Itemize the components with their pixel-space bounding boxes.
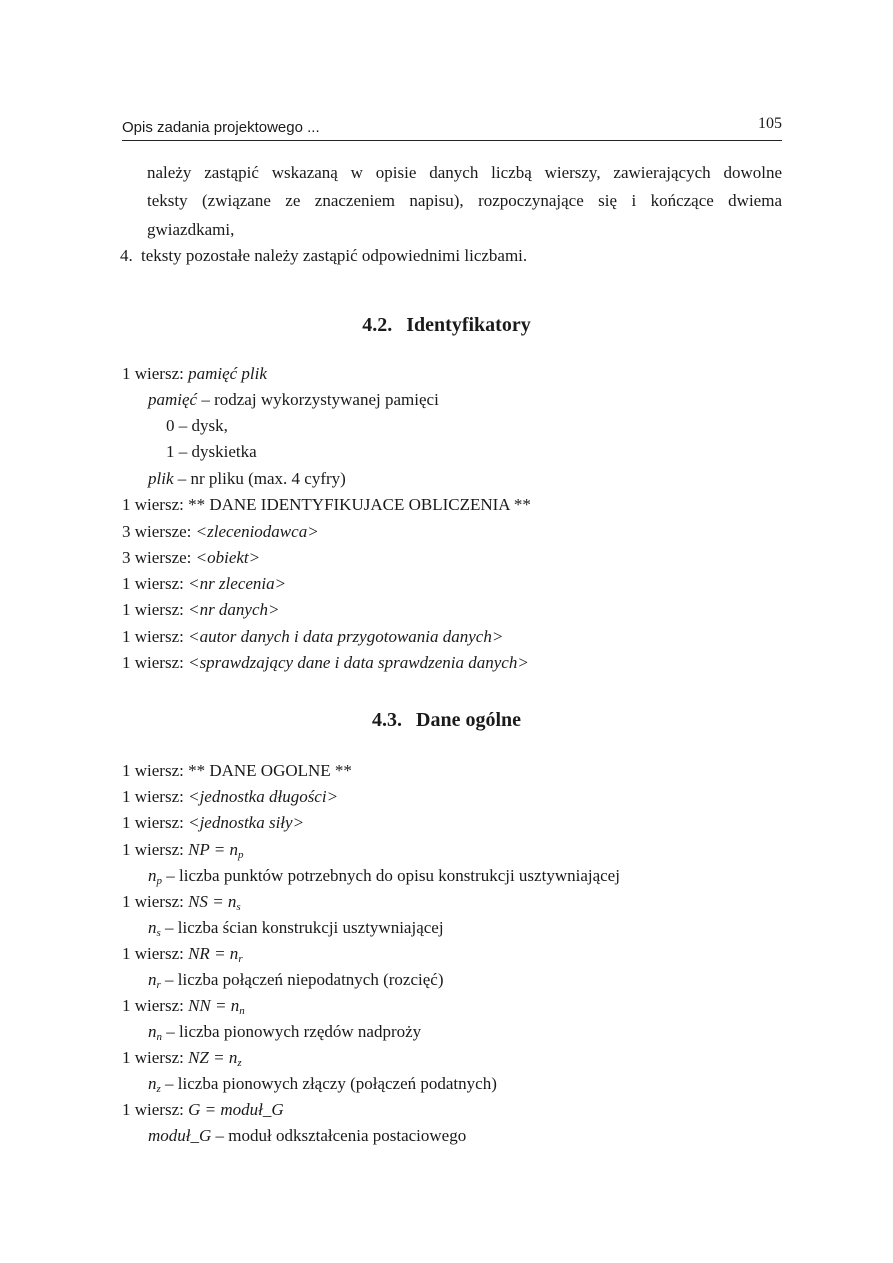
- variable: n: [148, 1022, 157, 1041]
- term: moduł_G: [148, 1126, 212, 1145]
- subscript: n: [156, 1031, 162, 1043]
- variable: NP: [188, 840, 210, 859]
- ident-line-2: [148, 390, 439, 410]
- variable: NS: [188, 892, 208, 911]
- row-label: 1 wiersz:: [122, 840, 184, 859]
- intro-line-3: gwiazdkami,: [147, 220, 235, 239]
- general-line-9: [148, 970, 444, 995]
- general-line-15: [148, 1126, 466, 1146]
- row-label: 1 wiersz:: [122, 787, 184, 806]
- row-label: 1 wiersz:: [122, 761, 184, 780]
- row-label: 1 wiersz:: [122, 600, 184, 619]
- ident-line-9: [122, 574, 286, 594]
- subscript: r: [238, 953, 243, 965]
- variable: n: [148, 1074, 157, 1093]
- variable: NZ: [188, 1048, 209, 1067]
- row-value: <zleceniodawca>: [195, 522, 319, 541]
- row-value: <jednostka siły>: [188, 813, 305, 832]
- ident-line-11: [122, 627, 503, 647]
- row-label: 1 wiersz:: [122, 627, 184, 646]
- row-value: G = moduł_G: [188, 1100, 284, 1119]
- ident-line-12: [122, 653, 529, 673]
- subscript: n: [239, 1005, 245, 1017]
- row-label: 1 wiersz:: [122, 813, 184, 832]
- equation: = n: [209, 840, 238, 859]
- ident-line-7: [122, 522, 319, 542]
- row-value: <nr zlecenia>: [188, 574, 287, 593]
- row-value: pamięć plik: [188, 364, 267, 383]
- row-label: 1 wiersz:: [122, 892, 184, 911]
- row-label: 1 wiersz:: [122, 495, 184, 514]
- row-label: 1 wiersz:: [122, 364, 184, 383]
- section-number: 4.3.: [372, 709, 402, 731]
- general-line-2: [122, 787, 338, 807]
- ident-line-8: [122, 548, 260, 568]
- variable: n: [148, 970, 157, 989]
- term-description: – liczba ścian konstrukcji usztywniającej: [160, 918, 444, 937]
- intro-line-1: należy zastąpić wskazaną w opisie danych liczbą wierszy, zawierających dowolne: [147, 163, 782, 182]
- term: plik: [148, 469, 174, 488]
- page-header: [122, 114, 782, 141]
- term-description: – liczba punktów potrzebnych do opisu konstrukcji usztywniającej: [162, 866, 620, 885]
- intro-line-2: teksty (związane ze znaczeniem napisu), rozpoczynające się i kończące dwiema: [147, 191, 782, 210]
- term: pamięć: [148, 390, 198, 409]
- section-heading-4-2: [0, 314, 893, 337]
- row-label: 1 wiersz:: [122, 1100, 184, 1119]
- term-description: – nr pliku (max. 4 cyfry): [177, 469, 346, 488]
- row-label: 1 wiersz:: [122, 996, 184, 1015]
- subscript: z: [237, 1057, 242, 1069]
- general-line-11: [148, 1022, 421, 1047]
- equation: = n: [208, 1048, 238, 1067]
- row-label: 1 wiersz:: [122, 1048, 184, 1067]
- general-line-6: [122, 892, 241, 917]
- variable: n: [148, 918, 157, 937]
- subscript: p: [238, 849, 244, 861]
- row-value: <autor danych i data przygotowania danych>: [188, 627, 504, 646]
- variable: NR: [188, 944, 210, 963]
- section-title: Identyfikatory: [406, 314, 531, 336]
- row-value: <sprawdzający dane i data sprawdzenia danych>: [188, 653, 529, 672]
- list-item-text: teksty pozostałe należy zastąpić odpowiednimi liczbami.: [141, 246, 528, 265]
- section-title: Dane ogólne: [416, 709, 521, 731]
- ident-line-5: [148, 469, 346, 489]
- ident-line-1: [122, 364, 267, 384]
- row-label: 1 wiersz:: [122, 574, 184, 593]
- subscript: p: [156, 875, 162, 887]
- general-line-3: [122, 813, 304, 833]
- general-line-12: [122, 1048, 242, 1073]
- variable: NN: [188, 996, 211, 1015]
- term-description: – liczba pionowych złączy (połączeń podatnych): [160, 1074, 497, 1093]
- subscript: s: [236, 901, 241, 913]
- variable: n: [148, 866, 157, 885]
- row-label: 1 wiersz:: [122, 653, 184, 672]
- general-line-8: [122, 944, 243, 969]
- general-line-7: [148, 918, 444, 943]
- general-line-1: [122, 761, 352, 781]
- ident-line-3: 0 – dysk,: [166, 416, 228, 435]
- term-description: – liczba pionowych rzędów nadproży: [162, 1022, 422, 1041]
- subscript: s: [156, 927, 161, 939]
- equation: = n: [209, 944, 239, 963]
- equation: = n: [210, 996, 240, 1015]
- subscript: r: [156, 979, 161, 991]
- equation: = n: [207, 892, 237, 911]
- running-title: Opis zadania projektowego ...: [122, 119, 320, 136]
- row-value: <jednostka długości>: [188, 787, 339, 806]
- list-item-number: 4.: [120, 246, 133, 265]
- row-value: <obiekt>: [195, 548, 261, 567]
- row-value: <nr danych>: [188, 600, 280, 619]
- general-line-14: [122, 1100, 284, 1120]
- term-description: – liczba połączeń niepodatnych (rozcięć): [160, 970, 444, 989]
- row-value: ** DANE OGOLNE **: [188, 761, 352, 780]
- term-description: – rodzaj wykorzystywanej pamięci: [201, 390, 439, 409]
- general-line-5: [148, 866, 620, 891]
- ident-line-6: [122, 495, 531, 515]
- page-number: 105: [758, 115, 782, 132]
- section-heading-4-3: [0, 709, 893, 732]
- section-number: 4.2.: [362, 314, 393, 336]
- row-label: 3 wiersze:: [122, 522, 192, 541]
- ident-line-10: [122, 600, 280, 620]
- row-value: ** DANE IDENTYFIKUJACE OBLICZENIA **: [188, 495, 531, 514]
- subscript: z: [156, 1083, 161, 1095]
- list-item-4: [120, 246, 527, 266]
- term-description: – moduł odkształcenia postaciowego: [211, 1126, 467, 1145]
- general-line-13: [148, 1074, 497, 1099]
- general-line-4: [122, 840, 244, 865]
- row-label: 1 wiersz:: [122, 944, 184, 963]
- row-label: 3 wiersze:: [122, 548, 192, 567]
- ident-line-4: 1 – dyskietka: [166, 442, 257, 461]
- general-line-10: [122, 996, 245, 1021]
